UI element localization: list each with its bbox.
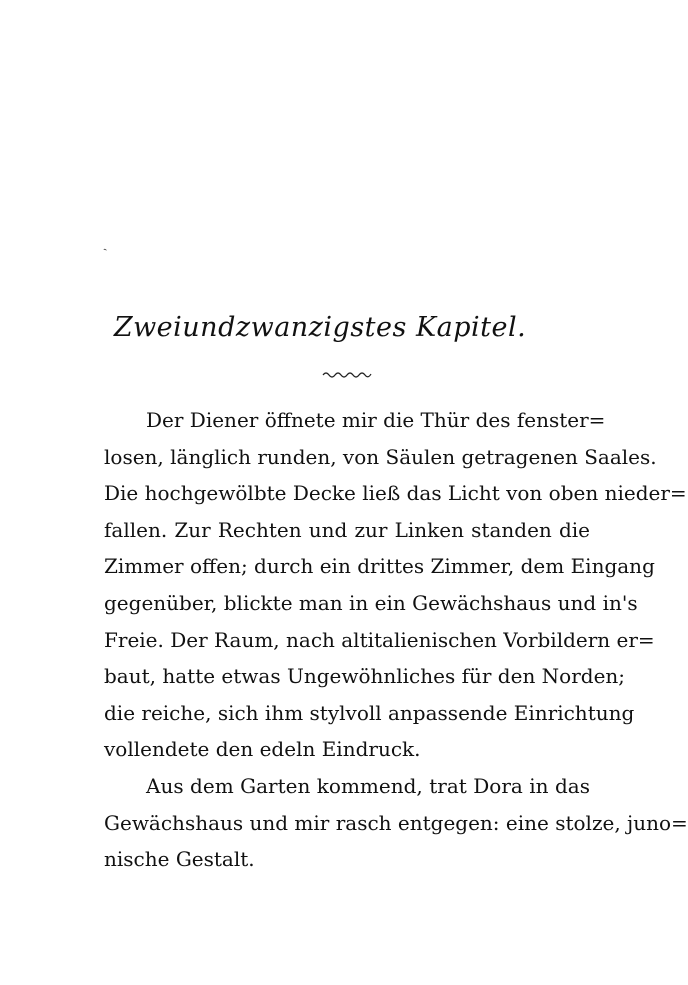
text-line: baut, hatte etwas Ungewöhnliches für den Norden; — [104, 664, 626, 689]
text-line: vollendete den edeln Eindruck. — [104, 737, 421, 762]
stray-mark: ˎ — [98, 235, 109, 253]
text-line: gegenüber, blickte man in ein Gewächshaus und in's — [104, 590, 638, 615]
text-line: Aus dem Garten kommend, trat Dora in das — [146, 773, 590, 798]
body-text — [104, 402, 688, 878]
text-line: Gewächshaus und mir rasch entgegen: eine stolze, juno= — [104, 810, 688, 835]
text-line: Die hochgewölbte Decke ließ das Licht von oben nieder= — [104, 481, 687, 506]
chapter-title: Zweiundzwanzigstes Kapitel. — [113, 312, 527, 343]
text-line: fallen. Zur Rechten und zur Linken standen die — [104, 517, 590, 542]
text-line: losen, länglich runden, von Säulen getragenen Saales. — [104, 444, 657, 469]
text-line: Der Diener öffnete mir die Thür des fenster= — [146, 408, 606, 432]
text-line: nische Gestalt. — [104, 847, 255, 872]
wavy-ornament-icon — [322, 369, 374, 379]
text-line: die reiche, sich ihm stylvoll anpassende Einrichtung — [104, 700, 635, 725]
text-line: Freie. Der Raum, nach altitalienischen Vorbildern er= — [104, 627, 655, 652]
text-line: Zimmer offen; durch ein drittes Zimmer, dem Eingang — [104, 554, 655, 579]
